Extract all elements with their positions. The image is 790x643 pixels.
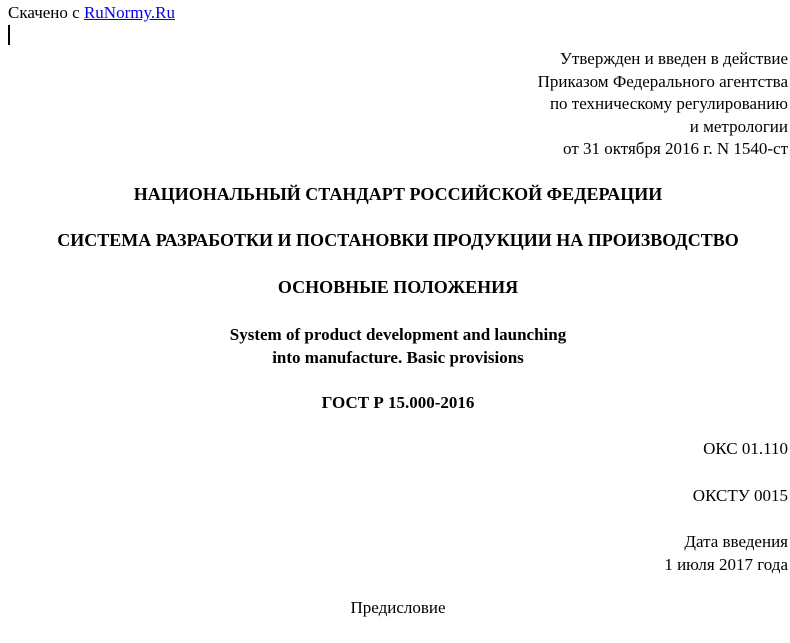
english-title-line: into manufacture. Basic provisions	[272, 348, 524, 367]
okstu-code: ОКСТУ 0015	[692, 486, 788, 505]
system-title: СИСТЕМА РАЗРАБОТКИ И ПОСТАНОВКИ ПРОДУКЦИИ НА ПРОИЗВОДСТВО	[57, 230, 739, 250]
approval-line: Приказом Федерального агентства	[537, 71, 788, 91]
gost-number: ГОСТ Р 15.000-2016	[321, 393, 475, 412]
approval-line: от 31 октября 2016 г. N 1540-ст	[563, 139, 788, 158]
text-cursor	[8, 25, 10, 45]
source-link[interactable]: RuNormy.Ru	[83, 3, 175, 22]
oks-code-block	[288, 438, 788, 461]
approval-line: по техническому регулированию	[549, 94, 788, 113]
english-title	[0, 323, 790, 369]
basic-provisions-title: ОСНОВНЫЕ ПОЛОЖЕНИЯ	[277, 277, 519, 297]
oks-code: ОКС 01.110	[703, 439, 788, 458]
okstu-code-block	[288, 485, 788, 508]
intro-date-label: Дата введения	[684, 532, 788, 551]
english-title-line: System of product development and launching	[229, 325, 567, 344]
preface-heading: Предисловие	[350, 598, 446, 617]
source-line	[8, 3, 175, 23]
intro-date-value: 1 июля 2017 года	[664, 554, 788, 574]
approval-line: и метрологии	[689, 116, 788, 136]
source-prefix: Скачено с	[8, 3, 84, 22]
intro-date-block	[288, 531, 788, 576]
approval-block	[288, 48, 788, 161]
approval-line: Утвержден и введен в действие	[559, 49, 788, 68]
national-standard-title: НАЦИОНАЛЬНЫЙ СТАНДАРТ РОССИЙСКОЙ ФЕДЕРАЦИИ	[133, 184, 663, 204]
